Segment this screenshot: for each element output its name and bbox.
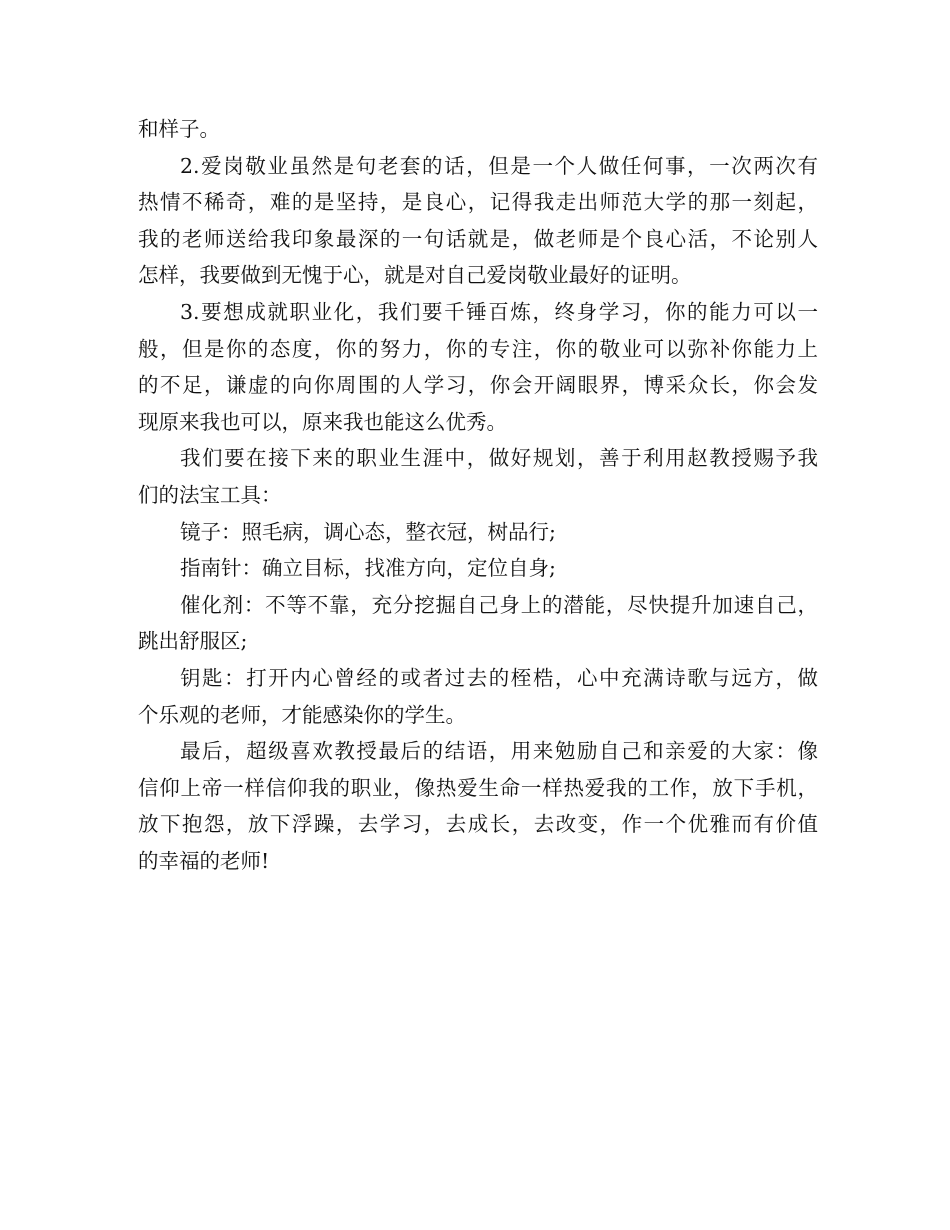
text-line: 2.爱岗敬业虽然是句老套的话，但是一个人做任何事，一次两次有: [180, 153, 818, 178]
text-line: 般，但是你的态度，你的努力，你的专注，你的敬业可以弥补你能力上: [138, 336, 818, 361]
text-line: 我的老师送给我印象最深的一句话就是，做老师是个良心活，不论别人: [138, 226, 818, 251]
text-line: 个乐观的老师，才能感染你的学生。: [138, 702, 466, 727]
text-line: 指南针：确立目标，找准方向，定位自身;: [180, 556, 556, 581]
text-line: 的幸福的老师!: [138, 848, 270, 873]
text-line: 们的法宝工具：: [138, 482, 282, 507]
text-line: 我们要在接下来的职业生涯中，做好规划，善于利用赵教授赐予我: [180, 446, 818, 471]
text-line: 的不足，谦虚的向你周围的人学习，你会开阔眼界，博采众长，你会发: [138, 373, 818, 398]
document-body: [138, 111, 818, 879]
text-line: 钥匙：打开内心曾经的或者过去的桎梏，心中充满诗歌与远方，做: [180, 665, 818, 690]
text-line: 3.要想成就职业化，我们要千锤百炼，终身学习，你的能力可以一: [180, 299, 818, 324]
text-line: 催化剂：不等不靠，充分挖掘自己身上的潜能，尽快提升加速自己，: [180, 592, 818, 617]
text-line: 现原来我也可以，原来我也能这么优秀。: [138, 409, 507, 434]
text-line: 和样子。: [138, 117, 220, 141]
text-line: 放下抱怨，放下浮躁，去学习，去成长，去改变，作一个优雅而有价值: [138, 812, 818, 837]
text-line: 镜子：照毛病，调心态，整衣冠，树品行;: [180, 519, 556, 544]
text-line: 信仰上帝一样信仰我的职业，像热爱生命一样热爱我的工作，放下手机，: [138, 775, 818, 800]
text-line: 热情不稀奇，难的是坚持，是良心，记得我走出师范大学的那一刻起，: [138, 190, 818, 215]
text-line: 怎样，我要做到无愧于心，就是对自己爱岗敬业最好的证明。: [138, 263, 692, 288]
text-line: 最后，超级喜欢教授最后的结语，用来勉励自己和亲爱的大家：像: [180, 739, 818, 764]
text-line: 跳出舒服区;: [138, 629, 248, 654]
